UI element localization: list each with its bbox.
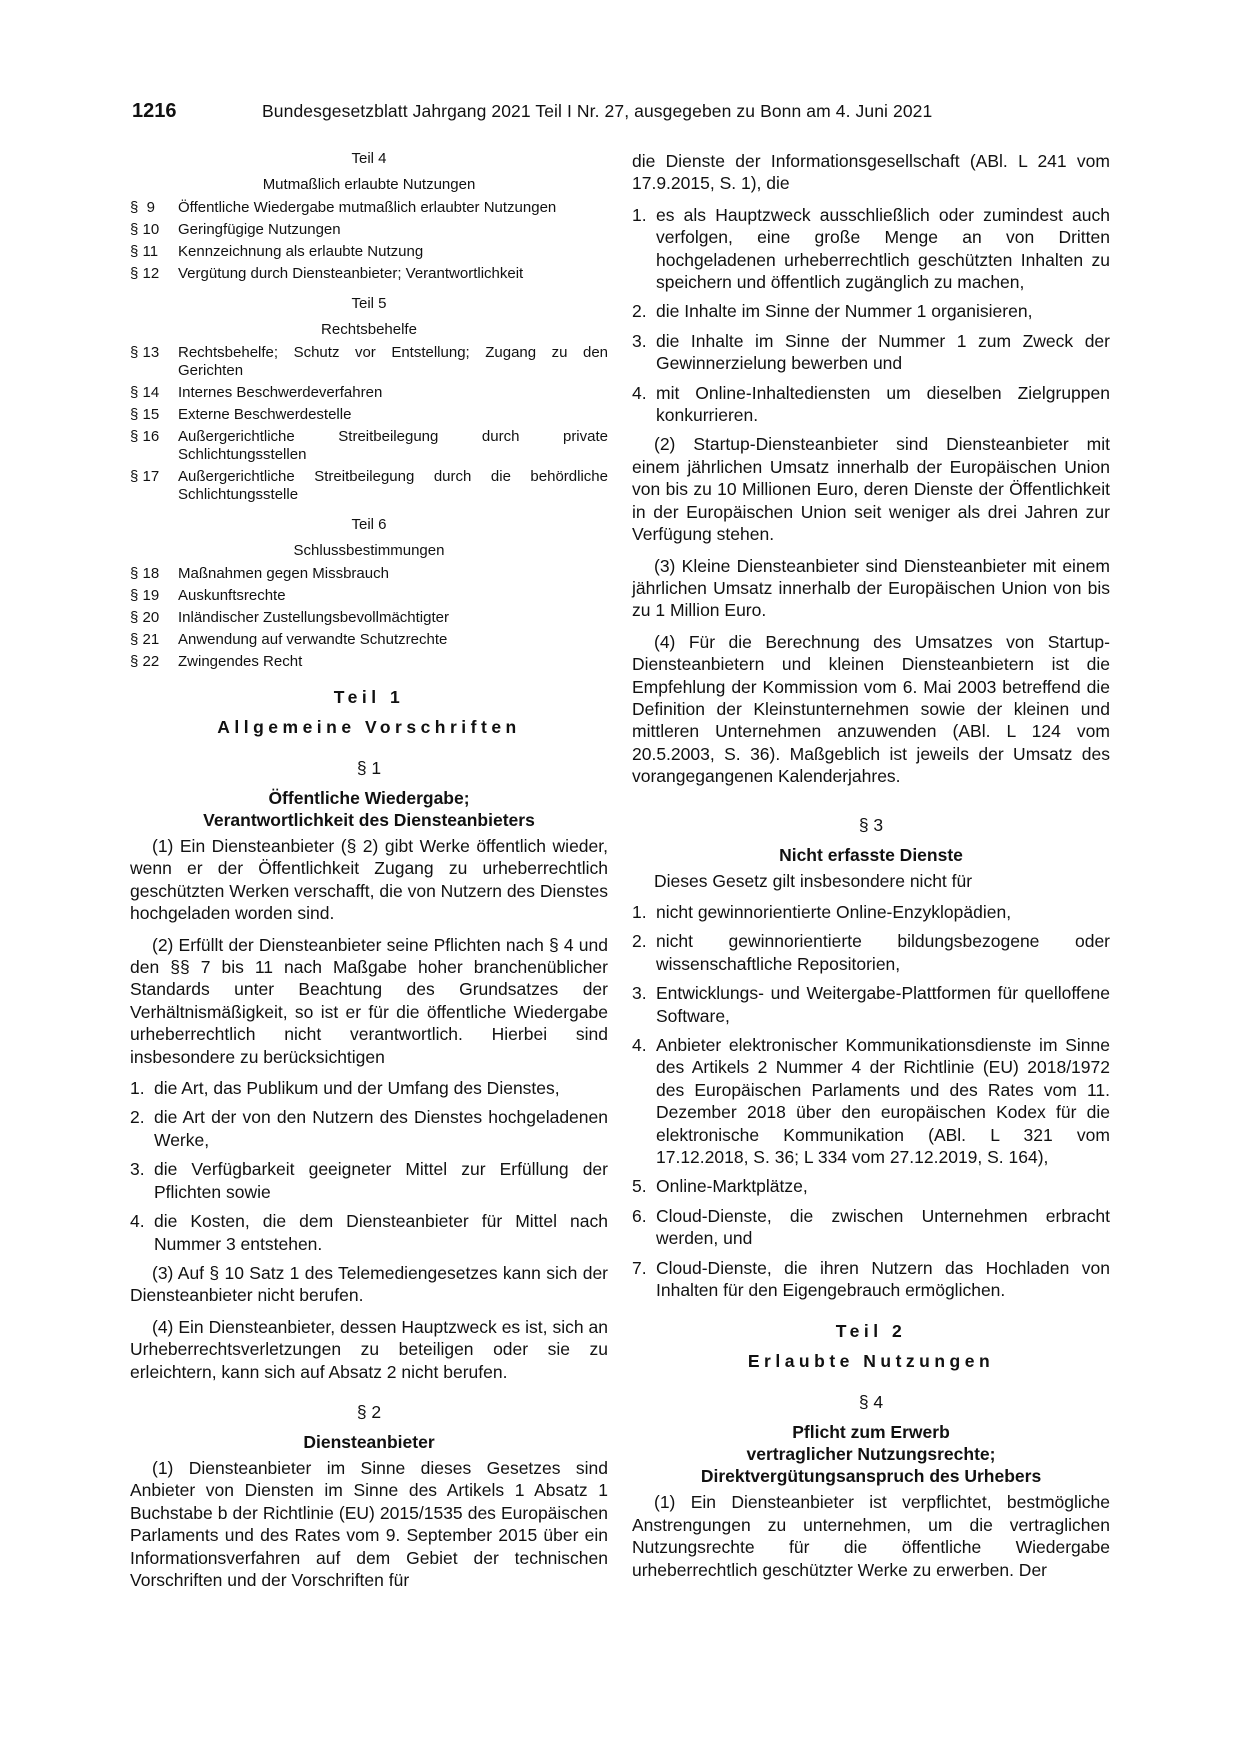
section-number: § 2 (356, 1401, 382, 1422)
paragraph: Dieses Gesetz gilt insbesondere nicht für (654, 870, 973, 891)
list-item: 6. Cloud-Dienste, die zwischen Unternehmen erbracht werden, und (632, 1205, 1110, 1249)
toc-item: § 13 Rechtsbehelfe; Schutz vor Entstellung; Zugang zu den Gerichten (130, 344, 608, 379)
list-item: 7. Cloud-Dienste, die ihren Nutzern das Hochladen von Inhalten für den Eigengebrauch ermöglichen. (632, 1257, 1110, 1301)
paragraph: (4) Für die Berechnung des Umsatzes von Startup-Diensteanbietern und kleinen Diensteanbietern ist die Empfehlung der Kommission vom 6. Mai 2003 betreffend die Definition der Kleinstunternehmen sowie der kleinen und mittleren Unternehmen anzuwenden (ABl. L 124 vom 20.5.2003, S. 36). Maßgeblich ist jeweils der Umsatz des vorangegangenen Kalenderjahres. (632, 631, 1110, 787)
toc-item: § 10 Geringfügige Nutzungen (130, 221, 341, 238)
list-item: 1. es als Hauptzweck ausschließlich oder zumindest auch verfolgen, eine große Menge an von Dritten hochgeladenen urheberrechtlich geschützten Inhalten zu speichern und öffentlich zugänglich zu machen, (632, 204, 1110, 293)
list-item: 3. die Inhalte im Sinne der Nummer 1 zum Zweck der Gewinnerzielung bewerben und (632, 330, 1110, 374)
list-item: 3. Entwicklungs- und Weitergabe-Plattformen für quelloffene Software, (632, 983, 1110, 1026)
toc-item: § 14 Internes Beschwerdeverfahren (130, 384, 383, 401)
toc-item: § 18 Maßnahmen gegen Missbrauch (130, 565, 389, 582)
paragraph: (1) Ein Diensteanbieter ist verpflichtet, bestmögliche Anstrengungen zu unternehmen, um die vertraglichen Nutzungsrechte für die öffentliche Wiedergabe urheberrechtlich geschützter Werke zu erwerben. Der (632, 1492, 1110, 1580)
left-column (130, 150, 608, 1600)
paragraph: (2) Erfüllt der Diensteanbieter seine Pflichten nach § 4 und den §§ 7 bis 11 nach Maßgabe hoher branchenüblicher Standards unter Beachtung des Grundsatzes der Verhältnismäßigkeit, so ist er für die öffentliche Wiedergabe urheberrechtlich nicht verantwortlich. Hierbei sind insbesondere zu berücksichtigen (130, 934, 608, 1067)
list-item: 3. die Verfügbarkeit geeigneter Mittel zur Erfüllung der Pflichten sowie (130, 1159, 608, 1202)
toc-part-title: Mutmaßlich erlaubte Nutzungen (262, 176, 476, 193)
right-column (632, 150, 1110, 1590)
list-item: 2. die Inhalte im Sinne der Nummer 1 organisieren, (632, 301, 1033, 322)
running-title: Bundesgesetzblatt Jahrgang 2021 Teil I Nr. 27, ausgegeben zu Bonn am 4. Juni 2021 (262, 101, 933, 121)
toc-item: § 20 Inländischer Zustellungsbevollmächtigter (130, 609, 449, 626)
toc-part-title: Rechtsbehelfe (321, 321, 417, 338)
part-heading-title: Erlaubte Nutzungen (747, 1351, 995, 1372)
toc-item: § 19 Auskunftsrechte (130, 587, 286, 604)
part-heading-title: Allgemeine Vorschriften (217, 717, 521, 737)
section-title: Diensteanbieter (303, 1431, 435, 1452)
paragraph: (1) Diensteanbieter im Sinne dieses Gesetzes sind Anbieter von Diensten im Sinne des Artikels 1 Absatz 1 Buchstabe b der Richtlinie (EU) 2015/1535 des Europäischen Parlaments und des Rates vom 9. September 2015 über ein Informationsverfahren auf dem Gebiet der technischen Vorschriften und der Vorschriften für (130, 1457, 608, 1590)
paragraph-continuation: die Dienste der Informationsgesellschaft (ABl. L 241 vom 17.9.2015, S. 1), die (632, 151, 1110, 194)
paragraph: (3) Kleine Diensteanbieter sind Diensteanbieter mit einem jährlichen Umsatz innerhalb der Europäischen Union von bis zu 1 Million Euro. (632, 555, 1110, 621)
toc-item: § 12 Vergütung durch Diensteanbieter; Verantwortlichkeit (130, 265, 524, 282)
list-item: 1. die Art, das Publikum und der Umfang des Dienstes, (130, 1078, 560, 1099)
toc-item: § 9 Öffentliche Wiedergabe mutmaßlich erlaubter Nutzungen (130, 199, 557, 216)
toc-item: § 17 Außergerichtliche Streitbeilegung durch die behördliche Schlichtungsstelle (130, 468, 608, 503)
paragraph: (3) Auf § 10 Satz 1 des Telemediengesetzes kann sich der Diensteanbieter nicht berufen. (130, 1262, 608, 1306)
list-item: 2. nicht gewinnorientierte bildungsbezogene oder wissenschaftliche Repositorien, (632, 931, 1110, 974)
toc-part-number: Teil 5 (351, 295, 387, 312)
section-number: § 1 (356, 758, 382, 778)
toc-item: § 15 Externe Beschwerdestelle (130, 406, 352, 423)
toc-part-title: Schlussbestimmungen (293, 542, 445, 559)
page-header (0, 100, 1241, 126)
section-title: Nicht erfasste Dienste (779, 844, 963, 865)
toc-item: § 22 Zwingendes Recht (130, 653, 303, 670)
section-number: § 3 (858, 814, 884, 835)
toc-item: § 11 Kennzeichnung als erlaubte Nutzung (130, 243, 424, 260)
list-item: 5. Online-Marktplätze, (632, 1176, 808, 1197)
paragraph: (4) Ein Diensteanbieter, dessen Hauptzweck es ist, sich an Urheberrechtsverletzungen zu beteiligen oder sie zu erleichtern, kann sich auf Absatz 2 nicht berufen. (130, 1316, 608, 1382)
paragraph: (2) Startup-Diensteanbieter sind Diensteanbieter mit einem jährlichen Umsatz innerhalb der Europäischen Union von bis zu 10 Millionen Euro, deren Dienste der Öffentlichkeit in der Europäischen Union seit weniger als drei Jahren zur Verfügung stehen. (632, 434, 1110, 545)
part-heading-number: Teil 2 (835, 1321, 907, 1342)
paragraph: (1) Ein Diensteanbieter (§ 2) gibt Werke öffentlich wieder, wenn er der Öffentlichkeit Zugang zu urheberrechtlich geschützten Werken verschafft, die von Nutzern des Dienstes hochgeladen worden sind. (130, 836, 608, 924)
toc-item: § 16 Außergerichtliche Streitbeilegung durch private Schlichtungsstellen (130, 428, 608, 463)
toc-item: § 21 Anwendung auf verwandte Schutzrechte (130, 631, 448, 648)
section-title: Pflicht zum Erwerb vertraglicher Nutzungsrechte; Direktvergütungsanspruch des Urhebers (700, 1422, 1042, 1487)
section-number: § 4 (858, 1392, 884, 1413)
page-number: 1216 (132, 100, 177, 122)
list-item: 4. mit Online-Inhaltediensten um dieselben Zielgruppen konkurrieren. (632, 382, 1110, 426)
toc-part-number: Teil 6 (351, 516, 387, 533)
part-heading-number: Teil 1 (333, 687, 405, 707)
section-title: Öffentliche Wiedergabe; Verantwortlichkeit des Diensteanbieters (203, 788, 535, 830)
list-item: 1. nicht gewinnorientierte Online-Enzyklopädien, (632, 901, 1012, 922)
list-item: 4. Anbieter elektronischer Kommunikationsdienste im Sinne des Artikels 2 Nummer 4 der Richtlinie (EU) 2018/1972 des Europäischen Parlaments und des Rates vom 11. Dezember 2018 über den europäischen Kodex für die elektronische Kommunikation (ABl. L 321 vom 17.12.2018, S. 36; L 334 vom 27.12.2019, S. 164), (632, 1035, 1110, 1168)
list-item: 2. die Art der von den Nutzern des Dienstes hochgeladenen Werke, (130, 1107, 608, 1150)
toc-part-number: Teil 4 (351, 150, 387, 167)
list-item: 4. die Kosten, die dem Diensteanbieter für Mittel nach Nummer 3 entstehen. (130, 1211, 608, 1254)
